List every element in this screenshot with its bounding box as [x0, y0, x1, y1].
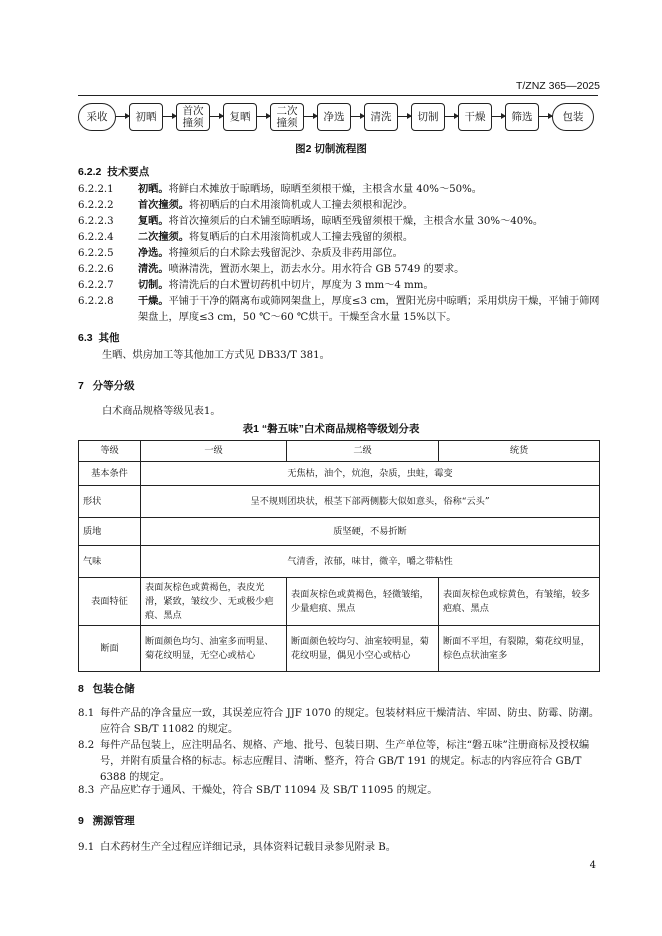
list-item: 8.1 每件产品的净含量应一致，其误差应符合 JJF 1070 的规定。包装材料应干燥清洁、牢固、防虫、防霉、防潮。应符合 SB/T 11082 的规定。: [78, 708, 600, 735]
table-cell: 表面灰棕色或黄褐色，轻微皱缩，少量疤痕、黑点: [287, 578, 439, 626]
table-row: [79, 578, 600, 626]
flow-arrow: [163, 116, 176, 117]
column-header: 统货: [439, 441, 600, 462]
list-item: 8.3 产品应贮存于通风、干燥处，符合 SB/T 11094 及 SB/T 11095 的规定。: [78, 785, 438, 796]
section-heading-6-3: [78, 330, 119, 345]
flow-arrow: [257, 116, 270, 117]
grade-table: [78, 440, 600, 672]
flow-step-wash: 清洗: [364, 103, 398, 131]
table-cell: 表面灰棕色或棕黄色，有皱缩，较多疤痕、黑点: [439, 578, 600, 626]
paragraph: 白术商品规格等级见表1。: [102, 406, 221, 417]
table-row: [79, 626, 600, 672]
section-number: 6.2.2: [78, 166, 102, 178]
page-number: 4: [589, 860, 596, 871]
section-title: 技术要点: [107, 166, 150, 178]
section-heading-9: [78, 813, 135, 828]
section-number: 6.3: [78, 332, 93, 344]
section-title: 分等分级: [92, 380, 135, 392]
list-item: 8.2 每件产品包装上，应注明品名、规格、产地、批号、包装日期、生产单位等，标注“磐五味”注册商标及授权编号，并附有质量合格的标志。标志应醒目、清晰、整齐，符合 GB/T 191 的规定。标志的内容应符合 GB/T 6388 的规定。: [78, 740, 590, 783]
row-label: 质地: [79, 518, 141, 546]
row-label: 表面特征: [79, 578, 141, 626]
table-cell: 无焦枯，油个，炕泡，杂质，虫蛀，霉变: [141, 462, 600, 486]
section-heading-8: [78, 681, 135, 696]
flow-step-dry: 干燥: [458, 103, 492, 131]
section-title: 溯源管理: [92, 815, 135, 827]
flow-step-first-sun: 初晒: [129, 103, 163, 131]
list-item: 9.1 白术药材生产全过程应详细记录，具体资料记载目录参见附录 B。: [78, 842, 396, 853]
section-number: 7: [78, 380, 84, 392]
list-item: 6.2.2.4 二次撞须。将复晒后的白术用滚筒机或人工撞去残留的须根。: [78, 232, 414, 243]
flow-arrow: [539, 116, 552, 117]
list-item: 6.2.2.1 初晒。将鲜白术摊放于晾晒场，晾晒至须根干燥，主根含水量 40%～50%。: [78, 184, 482, 195]
cutting-flowchart: [78, 99, 600, 135]
table-cell: 质坚硬，不易折断: [141, 518, 600, 546]
table-cell: 断面颜色均匀、油室多而明显、菊花纹明显，无空心或枯心: [141, 626, 287, 672]
table-caption: 表1 “磐五味”白术商品规格等级划分表: [242, 423, 420, 435]
table-cell: 气清香，浓郁，味甘，微辛，嚼之带粘性: [141, 546, 600, 578]
flow-step-select: 净选: [317, 103, 351, 131]
column-header: 一级: [141, 441, 287, 462]
row-label: 断面: [79, 626, 141, 672]
figure-caption: 图2 切制流程图: [295, 143, 367, 155]
flow-arrow: [351, 116, 364, 117]
list-item: 6.2.2.5 净选。将撞须后的白术除去残留泥沙、杂质及非药用部位。: [78, 248, 403, 259]
flow-arrow: [492, 116, 505, 117]
table-cell: 表面灰棕色或黄褐色，表皮光滑，紧致，皱纹少、无或极少疤痕、黑点: [141, 578, 287, 626]
section-title: 其他: [98, 332, 120, 344]
flow-step-cut: 切制: [411, 103, 445, 131]
row-label: 基本条件: [79, 462, 141, 486]
table-row: [79, 518, 600, 546]
list-item: 6.2.2.6 清洗。喷淋清洗，置沥水架上，沥去水分。用水符合 GB 5749 的要求。: [78, 264, 465, 275]
flow-step-sieve: 筛选: [505, 103, 539, 131]
row-label: 形状: [79, 486, 141, 518]
table-row: [79, 462, 600, 486]
section-title: 包装仓储: [92, 683, 135, 695]
document-code: T/ZNZ 365—2025: [515, 80, 600, 92]
flow-step-resun: 复晒: [223, 103, 257, 131]
flow-step-pack: 包装: [552, 103, 594, 131]
flow-arrow: [210, 116, 223, 117]
table-cell: 断面颜色较均匀、油室较明显，菊花纹明显，偶见小空心或枯心: [287, 626, 439, 672]
column-header: 等级: [79, 441, 141, 462]
table-cell: 断面不平坦，有裂隙，菊花纹明显，棕色点状油室多: [439, 626, 600, 672]
section-heading-7: [78, 378, 135, 393]
flow-arrow: [398, 116, 411, 117]
table-header-row: [79, 441, 600, 462]
section-number: 9: [78, 815, 84, 827]
flow-arrow: [304, 116, 317, 117]
table-row: [79, 546, 600, 578]
table-row: [79, 486, 600, 518]
list-item: 6.2.2.7 切制。将清洗后的白术置切药机中切片，厚度为 3 mm～4 mm。: [78, 280, 434, 291]
row-label: 气味: [79, 546, 141, 578]
list-item: 6.2.2.2 首次撞须。将初晒后的白术用滚筒机或人工撞去须根和泥沙。: [78, 200, 414, 211]
header-rule: [78, 95, 598, 96]
column-header: 二级: [287, 441, 439, 462]
flow-arrow: [116, 116, 129, 117]
flow-step-first-beard: 首次 撞须: [176, 103, 210, 131]
list-item: 6.2.2.8 干燥。平铺于干净的隔离布或筛网架盘上，厚度≤3 cm，置阳光房中晾晒；采用烘房干燥，平铺于筛网架盘上，厚度≤3 cm，50 ℃～60 ℃烘干。干燥至含水量 15%以下。: [78, 296, 600, 323]
paragraph: 生晒、烘房加工等其他加工方式见 DB33/T 381。: [102, 350, 330, 361]
table-cell: 呈不规则团块状，根茎下部两侧膨大似如意头，俗称“云头”: [141, 486, 600, 518]
section-number: 8: [78, 683, 84, 695]
list-item: 6.2.2.3 复晒。将首次撞须后的白术铺至晾晒场，晾晒至残留须根干燥，主根含水量 30%～40%。: [78, 216, 544, 227]
flow-step-harvest: 采收: [78, 103, 116, 131]
section-heading-6-2-2: [78, 164, 149, 179]
flow-step-second-beard: 二次 撞须: [270, 103, 304, 131]
flow-arrow: [445, 116, 458, 117]
